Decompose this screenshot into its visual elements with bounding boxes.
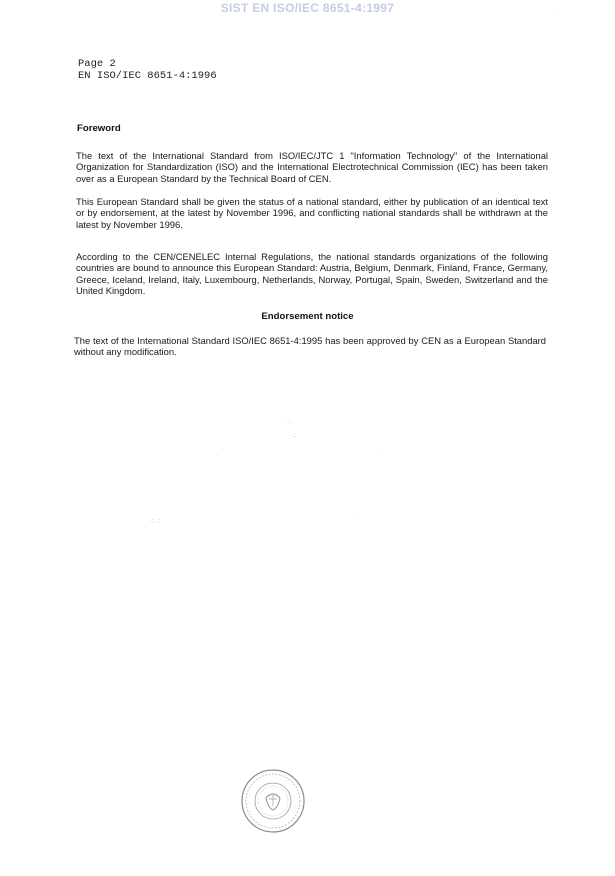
- scan-speck: ·: [357, 512, 360, 519]
- scan-speck: ·: [216, 452, 219, 459]
- foreword-heading: Foreword: [77, 123, 121, 134]
- scan-speck: ·: ·:: [150, 518, 161, 525]
- standard-reference: EN ISO/IEC 8651-4:1996: [78, 70, 217, 82]
- foreword-paragraph-3: According to the CEN/CENELEC Internal Regulations, the national standards organizations of the following countries are bound to announce this European Standard: Austria, Belgium, Denmark, Finland, France, Germany, Greece, Iceland, Ireland, Italy, Luxembourg, Netherlands, Norway, Portugal, Spain, Sweden, Switzerland and the United Kingdom.: [76, 251, 548, 296]
- scan-speck: ·:·: [286, 418, 293, 425]
- endorsement-heading: Endorsement notice: [261, 311, 354, 322]
- scan-speck: ·: [376, 450, 379, 457]
- foreword-paragraph-1: The text of the International Standard from ISO/IEC/JTC 1 "Information Technology" of the International Organization for Standardization (ISO) and the International Electrotechnical Commission (IEC) has been taken over as a European Standard by the Technical Board of CEN.: [76, 150, 548, 184]
- scan-speck: ·: [556, 5, 559, 12]
- official-stamp-seal-icon: [240, 768, 306, 834]
- watermark: SIST EN ISO/IEC 8651-4:1997: [220, 1, 395, 15]
- scan-speck: ·.:: [290, 432, 297, 439]
- foreword-paragraph-2: This European Standard shall be given the status of a national standard, either by publication of an identical text or by endorsement, at the latest by November 1996, and conflicting national standards shall be withdrawn at the latest by November 1996.: [76, 196, 548, 230]
- endorsement-text: The text of the International Standard ISO/IEC 8651-4:1995 has been approved by CEN as a European Standard without any modification.: [74, 335, 546, 358]
- page-label: Page 2: [78, 58, 116, 70]
